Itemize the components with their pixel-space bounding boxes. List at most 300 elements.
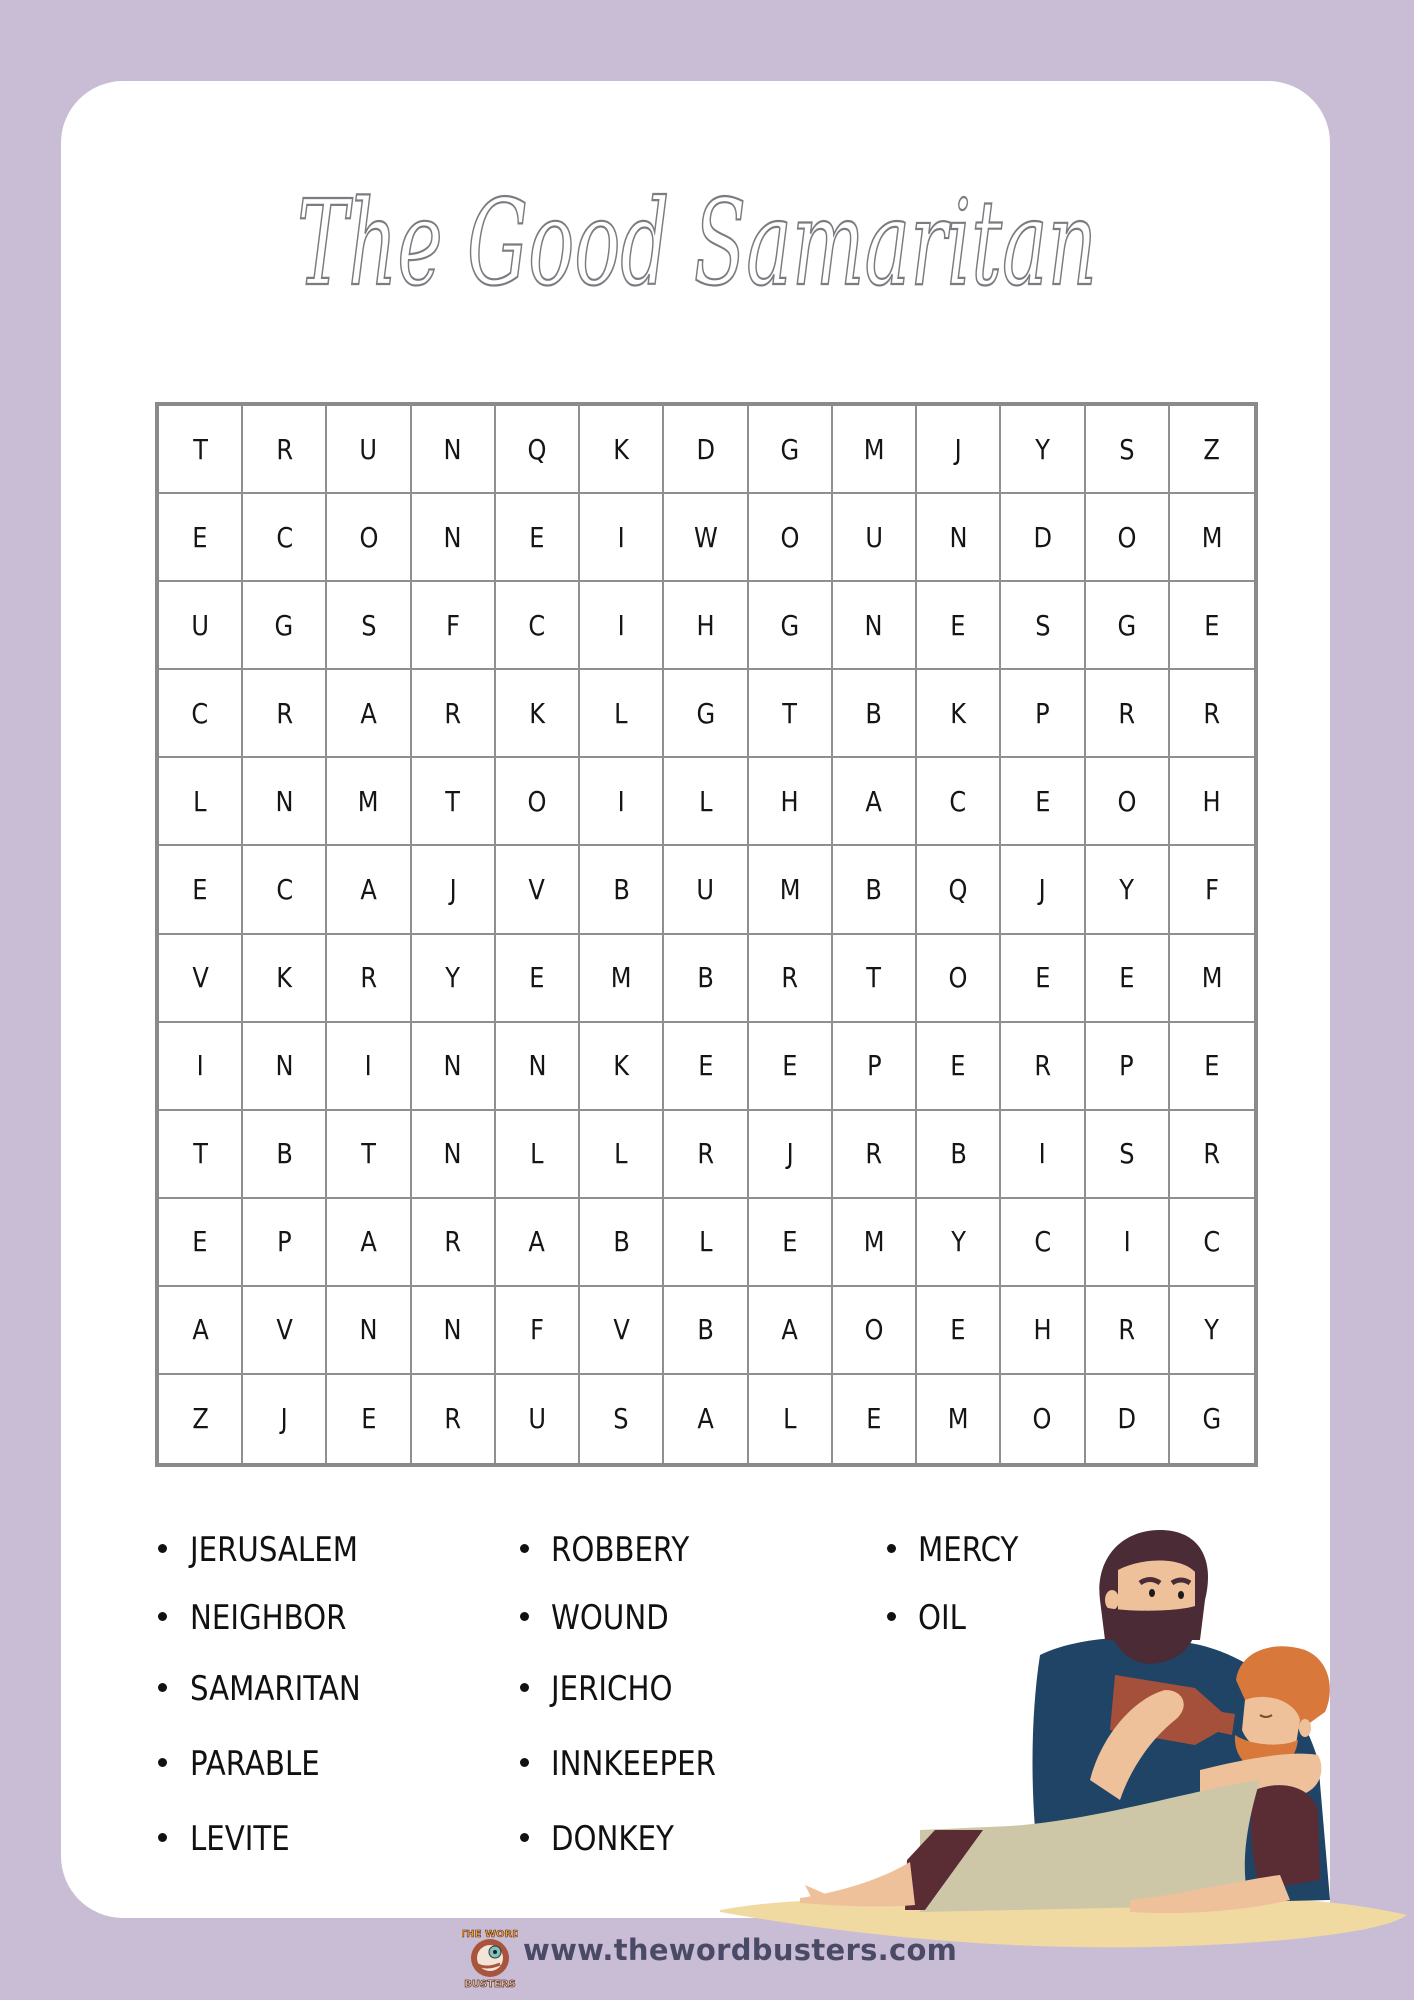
grid-letter: O — [359, 520, 379, 554]
word-list-item: PARABLE — [190, 1744, 320, 1784]
grid-letter: G — [1202, 1402, 1222, 1436]
grid-letter: S — [1034, 608, 1051, 642]
grid-letter: E — [192, 872, 208, 906]
word-list-item: ROBBERY — [551, 1530, 690, 1570]
grid-cell[interactable] — [1001, 935, 1085, 1023]
grid-letter: S — [360, 608, 377, 642]
grid-cell[interactable] — [412, 494, 496, 582]
word-list-item: INNKEEPER — [551, 1744, 716, 1784]
grid-letter: N — [528, 1049, 547, 1083]
grid-cell[interactable] — [496, 846, 580, 934]
logo-bottom-text: BUSTERS — [464, 1979, 516, 1990]
grid-cell[interactable] — [159, 846, 243, 934]
grid-letter: U — [865, 520, 883, 554]
grid-cell[interactable] — [580, 1111, 664, 1199]
grid-cell[interactable] — [833, 935, 917, 1023]
grid-cell[interactable] — [833, 1199, 917, 1287]
illustration-icon — [700, 1500, 1414, 1960]
grid-cell[interactable] — [749, 582, 833, 670]
grid-letter: R — [1034, 1049, 1051, 1083]
grid-letter: M — [863, 1225, 885, 1259]
grid-letter: A — [697, 1402, 714, 1436]
grid-cell[interactable] — [1001, 1287, 1085, 1375]
grid-cell[interactable] — [664, 494, 748, 582]
grid-cell[interactable] — [580, 1199, 664, 1287]
grid-cell[interactable] — [243, 846, 327, 934]
grid-cell[interactable] — [749, 758, 833, 846]
grid-letter: T — [866, 961, 882, 995]
grid-letter: A — [360, 872, 377, 906]
grid-letter: B — [949, 1137, 967, 1171]
bullet-icon — [158, 1612, 167, 1621]
grid-cell[interactable] — [580, 846, 664, 934]
grid-cell[interactable] — [327, 935, 411, 1023]
grid-letter: H — [1033, 1313, 1052, 1347]
grid-letter: T — [782, 696, 798, 730]
grid-letter: N — [359, 1313, 378, 1347]
word-list-item: NEIGHBOR — [190, 1598, 347, 1638]
grid-cell[interactable] — [159, 1375, 243, 1463]
bullet-icon — [520, 1683, 529, 1692]
grid-cell[interactable] — [1001, 758, 1085, 846]
grid-cell[interactable] — [1170, 406, 1254, 494]
word-list-item: WOUND — [551, 1598, 669, 1638]
grid-cell[interactable] — [1170, 758, 1254, 846]
grid-letter: L — [698, 1225, 713, 1259]
grid-letter: Q — [948, 872, 968, 906]
grid-cell[interactable] — [917, 1287, 1001, 1375]
grid-cell[interactable] — [664, 670, 748, 758]
grid-cell[interactable] — [243, 582, 327, 670]
grid-letter: M — [863, 432, 885, 466]
grid-letter: R — [1118, 1313, 1136, 1347]
grid-cell[interactable] — [496, 494, 580, 582]
grid-cell[interactable] — [412, 935, 496, 1023]
grid-letter: V — [191, 961, 209, 995]
grid-letter: S — [613, 1402, 629, 1436]
grid-cell[interactable] — [664, 758, 748, 846]
grid-letter: M — [1201, 961, 1223, 995]
grid-cell[interactable] — [580, 1287, 664, 1375]
grid-cell[interactable] — [1001, 1199, 1085, 1287]
grid-cell[interactable] — [749, 1375, 833, 1463]
grid-letter: D — [696, 432, 715, 466]
grid-cell[interactable] — [664, 406, 748, 494]
grid-cell[interactable] — [243, 494, 327, 582]
grid-cell[interactable] — [496, 670, 580, 758]
grid-cell[interactable] — [243, 1111, 327, 1199]
grid-letter: E — [697, 1049, 714, 1083]
word-list-item: MERCY — [918, 1530, 1019, 1570]
grid-cell[interactable] — [1001, 494, 1085, 582]
grid-cell[interactable] — [159, 1199, 243, 1287]
grid-cell[interactable] — [496, 1287, 580, 1375]
grid-letter: U — [528, 1402, 546, 1436]
grid-cell[interactable] — [917, 1375, 1001, 1463]
grid-letter: I — [617, 520, 625, 554]
grid-letter: E — [866, 1402, 882, 1436]
grid-letter: K — [276, 961, 293, 995]
grid-cell[interactable] — [1086, 935, 1170, 1023]
grid-cell[interactable] — [412, 1199, 496, 1287]
grid-cell[interactable] — [833, 1023, 917, 1111]
grid-letter: L — [193, 784, 207, 818]
grid-cell[interactable] — [664, 935, 748, 1023]
grid-cell[interactable] — [664, 582, 748, 670]
grid-letter: T — [361, 1137, 376, 1171]
grid-letter: S — [1118, 432, 1135, 466]
grid-cell[interactable] — [749, 670, 833, 758]
grid-letter: H — [780, 784, 799, 818]
grid-cell[interactable] — [412, 1111, 496, 1199]
bullet-icon — [520, 1612, 529, 1621]
grid-cell[interactable] — [327, 1199, 411, 1287]
grid-cell[interactable] — [749, 494, 833, 582]
grid-letter: R — [1203, 1137, 1221, 1171]
grid-cell[interactable] — [243, 758, 327, 846]
grid-cell[interactable] — [1170, 935, 1254, 1023]
grid-cell[interactable] — [327, 1023, 411, 1111]
good-samaritan-illustration — [700, 1500, 1414, 1960]
grid-letter: N — [443, 1137, 462, 1171]
grid-letter: F — [530, 1313, 544, 1347]
grid-cell[interactable] — [917, 494, 1001, 582]
grid-letter: V — [528, 872, 546, 906]
grid-letter: R — [697, 1137, 714, 1171]
grid-letter: H — [1202, 784, 1221, 818]
grid-letter: A — [865, 784, 883, 818]
grid-cell[interactable] — [496, 1199, 580, 1287]
grid-cell[interactable] — [580, 670, 664, 758]
grid-letter: W — [693, 520, 718, 554]
grid-letter: L — [783, 1402, 797, 1436]
grid-letter: U — [696, 872, 715, 906]
grid-cell[interactable] — [833, 758, 917, 846]
grid-cell[interactable] — [1086, 494, 1170, 582]
grid-cell[interactable] — [833, 1111, 917, 1199]
grid-cell[interactable] — [412, 582, 496, 670]
grid-letter: N — [275, 1049, 294, 1083]
bullet-icon — [158, 1758, 167, 1767]
grid-letter: A — [528, 1225, 546, 1259]
bullet-icon — [158, 1683, 167, 1692]
grid-letter: C — [1033, 1225, 1051, 1259]
bullet-icon — [158, 1833, 167, 1842]
grid-letter: Z — [1203, 432, 1221, 466]
grid-letter: T — [192, 432, 208, 466]
grid-letter: D — [1117, 1402, 1136, 1436]
grid-letter: E — [1034, 784, 1051, 818]
grid-letter: R — [360, 961, 377, 995]
grid-cell[interactable] — [412, 1375, 496, 1463]
grid-cell[interactable] — [327, 1287, 411, 1375]
grid-cell[interactable] — [327, 494, 411, 582]
grid-cell[interactable] — [833, 582, 917, 670]
grid-cell[interactable] — [327, 406, 411, 494]
grid-letter: O — [864, 1313, 884, 1347]
grid-cell[interactable] — [496, 1375, 580, 1463]
title-text: The Good Samaritan — [297, 174, 1097, 312]
grid-cell[interactable] — [580, 1023, 664, 1111]
grid-cell[interactable] — [243, 406, 327, 494]
grid-cell[interactable] — [1086, 670, 1170, 758]
grid-cell[interactable] — [412, 758, 496, 846]
grid-cell[interactable] — [412, 1023, 496, 1111]
grid-cell[interactable] — [749, 406, 833, 494]
grid-cell[interactable] — [1001, 1023, 1085, 1111]
grid-cell[interactable] — [159, 1023, 243, 1111]
grid-cell[interactable] — [243, 1023, 327, 1111]
grid-cell[interactable] — [1170, 494, 1254, 582]
bullet-icon — [520, 1833, 529, 1842]
grid-cell[interactable] — [749, 1199, 833, 1287]
grid-letter: U — [359, 432, 378, 466]
grid-cell[interactable] — [580, 494, 664, 582]
grid-letter: I — [196, 1049, 204, 1083]
grid-letter: F — [445, 608, 460, 642]
grid-cell[interactable] — [159, 406, 243, 494]
grid-letter: V — [276, 1313, 293, 1347]
grid-cell[interactable] — [749, 1287, 833, 1375]
grid-cell[interactable] — [243, 1199, 327, 1287]
grid-cell[interactable] — [412, 846, 496, 934]
grid-cell[interactable] — [243, 1287, 327, 1375]
grid-cell[interactable] — [664, 1023, 748, 1111]
wordbusters-logo — [462, 1924, 518, 1990]
grid-cell[interactable] — [833, 1287, 917, 1375]
grid-cell[interactable] — [1086, 1287, 1170, 1375]
grid-cell[interactable] — [1086, 1375, 1170, 1463]
grid-cell[interactable] — [1170, 1023, 1254, 1111]
grid-cell[interactable] — [664, 1111, 748, 1199]
grid-letter: V — [613, 1313, 630, 1347]
grid-cell[interactable] — [327, 846, 411, 934]
grid-letter: E — [782, 1225, 798, 1259]
grid-cell[interactable] — [917, 406, 1001, 494]
grid-cell[interactable] — [580, 406, 664, 494]
grid-cell[interactable] — [1086, 1023, 1170, 1111]
grid-letter: C — [528, 608, 546, 642]
grid-cell[interactable] — [327, 1111, 411, 1199]
grid-cell[interactable] — [833, 846, 917, 934]
grid-cell[interactable] — [833, 1375, 917, 1463]
grid-letter: G — [275, 608, 294, 642]
grid-letter: O — [780, 520, 800, 554]
grid-cell[interactable] — [749, 1111, 833, 1199]
grid-cell[interactable] — [159, 1287, 243, 1375]
grid-letter: R — [444, 696, 462, 730]
grid-letter: F — [1204, 872, 1219, 906]
grid-letter: Y — [950, 1225, 966, 1259]
grid-cell[interactable] — [159, 758, 243, 846]
grid-cell[interactable] — [1001, 1111, 1085, 1199]
grid-letter: N — [864, 608, 883, 642]
word-list-item: SAMARITAN — [190, 1669, 361, 1709]
grid-letter: R — [865, 1137, 883, 1171]
grid-letter: Y — [1119, 872, 1135, 906]
grid-cell[interactable] — [159, 494, 243, 582]
grid-letter: N — [443, 1049, 462, 1083]
grid-cell[interactable] — [1086, 582, 1170, 670]
grid-cell[interactable] — [327, 758, 411, 846]
grid-cell[interactable] — [1170, 1375, 1254, 1463]
grid-cell[interactable] — [1086, 846, 1170, 934]
grid-letter: E — [1034, 961, 1051, 995]
grid-cell[interactable] — [749, 846, 833, 934]
grid-cell[interactable] — [749, 1023, 833, 1111]
grid-cell[interactable] — [496, 1111, 580, 1199]
grid-letter: I — [617, 608, 625, 642]
grid-letter: E — [360, 1402, 377, 1436]
grid-cell[interactable] — [833, 494, 917, 582]
grid-letter: M — [779, 872, 801, 906]
grid-cell[interactable] — [243, 935, 327, 1023]
grid-letter: I — [365, 1049, 373, 1083]
grid-letter: K — [950, 696, 967, 730]
grid-letter: B — [697, 1313, 714, 1347]
grid-cell[interactable] — [496, 935, 580, 1023]
grid-cell[interactable] — [580, 758, 664, 846]
grid-letter: R — [275, 432, 293, 466]
grid-letter: H — [696, 608, 715, 642]
grid-cell[interactable] — [159, 1111, 243, 1199]
grid-cell[interactable] — [159, 670, 243, 758]
grid-cell[interactable] — [1170, 582, 1254, 670]
grid-letter: C — [275, 872, 293, 906]
grid-cell[interactable] — [664, 1199, 748, 1287]
word-list-item: DONKEY — [551, 1819, 674, 1859]
grid-cell[interactable] — [496, 758, 580, 846]
grid-letter: R — [444, 1225, 462, 1259]
grid-cell[interactable] — [749, 935, 833, 1023]
word-list-item: LEVITE — [190, 1819, 290, 1859]
grid-letter: E — [782, 1049, 798, 1083]
page-title — [0, 0, 1414, 400]
grid-cell[interactable] — [1086, 1199, 1170, 1287]
grid-cell[interactable] — [580, 1375, 664, 1463]
grid-letter: N — [443, 520, 462, 554]
grid-cell[interactable] — [1170, 1111, 1254, 1199]
grid-letter: R — [1118, 696, 1136, 730]
grid-letter: R — [1203, 696, 1221, 730]
grid-letter: C — [275, 520, 293, 554]
grid-letter: K — [613, 1049, 630, 1083]
bullet-icon — [520, 1544, 529, 1553]
grid-cell[interactable] — [327, 582, 411, 670]
grid-cell[interactable] — [664, 1375, 748, 1463]
grid-cell[interactable] — [412, 1287, 496, 1375]
grid-cell[interactable] — [243, 670, 327, 758]
grid-cell[interactable] — [243, 1375, 327, 1463]
grid-cell[interactable] — [412, 670, 496, 758]
grid-cell[interactable] — [1170, 1199, 1254, 1287]
grid-cell[interactable] — [1001, 670, 1085, 758]
grid-cell[interactable] — [917, 846, 1001, 934]
grid-letter: G — [780, 608, 800, 642]
website-link[interactable]: www.thewordbusters.com — [523, 1933, 958, 1967]
grid-cell[interactable] — [917, 758, 1001, 846]
grid-cell[interactable] — [917, 670, 1001, 758]
grid-letter: O — [1032, 1402, 1052, 1436]
grid-cell[interactable] — [917, 1199, 1001, 1287]
grid-cell[interactable] — [1086, 406, 1170, 494]
grid-letter: L — [614, 696, 628, 730]
grid-cell[interactable] — [1170, 670, 1254, 758]
grid-cell[interactable] — [1001, 846, 1085, 934]
grid-letter: I — [1123, 1225, 1131, 1259]
bullet-icon — [520, 1758, 529, 1767]
word-search-grid — [155, 402, 1258, 1467]
grid-letter: M — [610, 961, 632, 995]
grid-letter: L — [698, 784, 713, 818]
grid-cell[interactable] — [412, 406, 496, 494]
grid-letter: D — [1033, 520, 1052, 554]
grid-cell[interactable] — [327, 670, 411, 758]
grid-letter: P — [277, 1225, 292, 1259]
grid-letter: E — [1204, 1049, 1220, 1083]
grid-cell[interactable] — [496, 406, 580, 494]
grid-cell[interactable] — [580, 582, 664, 670]
grid-cell[interactable] — [496, 582, 580, 670]
grid-letter: T — [445, 784, 461, 818]
grid-cell[interactable] — [917, 582, 1001, 670]
grid-cell[interactable] — [917, 1023, 1001, 1111]
grid-letter: E — [1119, 961, 1135, 995]
grid-letter: E — [529, 961, 545, 995]
grid-letter: P — [1035, 696, 1050, 730]
grid-cell[interactable] — [327, 1375, 411, 1463]
grid-letter: B — [697, 961, 714, 995]
grid-letter: C — [191, 696, 209, 730]
grid-cell[interactable] — [1170, 846, 1254, 934]
grid-letter: B — [612, 872, 630, 906]
grid-cell[interactable] — [496, 1023, 580, 1111]
grid-cell[interactable] — [159, 935, 243, 1023]
grid-letter: J — [954, 432, 962, 466]
grid-letter: G — [780, 432, 800, 466]
grid-letter: J — [449, 872, 457, 906]
grid-cell[interactable] — [580, 935, 664, 1023]
grid-letter: B — [276, 1137, 293, 1171]
grid-cell[interactable] — [833, 406, 917, 494]
grid-cell[interactable] — [664, 846, 748, 934]
grid-cell[interactable] — [1086, 1111, 1170, 1199]
grid-cell[interactable] — [833, 670, 917, 758]
grid-letter: E — [950, 608, 966, 642]
grid-cell[interactable] — [917, 935, 1001, 1023]
grid-letter: G — [1117, 608, 1136, 642]
grid-letter: K — [529, 696, 545, 730]
grid-letter: C — [949, 784, 967, 818]
grid-cell[interactable] — [1170, 1287, 1254, 1375]
grid-letter: E — [1204, 608, 1220, 642]
grid-letter: U — [191, 608, 209, 642]
grid-cell[interactable] — [1001, 582, 1085, 670]
grid-letter: E — [529, 520, 545, 554]
grid-letter: C — [1203, 1225, 1221, 1259]
grid-letter: O — [948, 961, 968, 995]
grid-letter: L — [614, 1137, 628, 1171]
grid-cell[interactable] — [1086, 758, 1170, 846]
grid-cell[interactable] — [664, 1287, 748, 1375]
grid-letter: E — [192, 520, 208, 554]
grid-letter: Y — [1204, 1313, 1220, 1347]
grid-cell[interactable] — [917, 1111, 1001, 1199]
grid-cell[interactable] — [1001, 1375, 1085, 1463]
grid-letter: I — [1038, 1137, 1046, 1171]
grid-cell[interactable] — [159, 582, 243, 670]
grid-cell[interactable] — [1001, 406, 1085, 494]
